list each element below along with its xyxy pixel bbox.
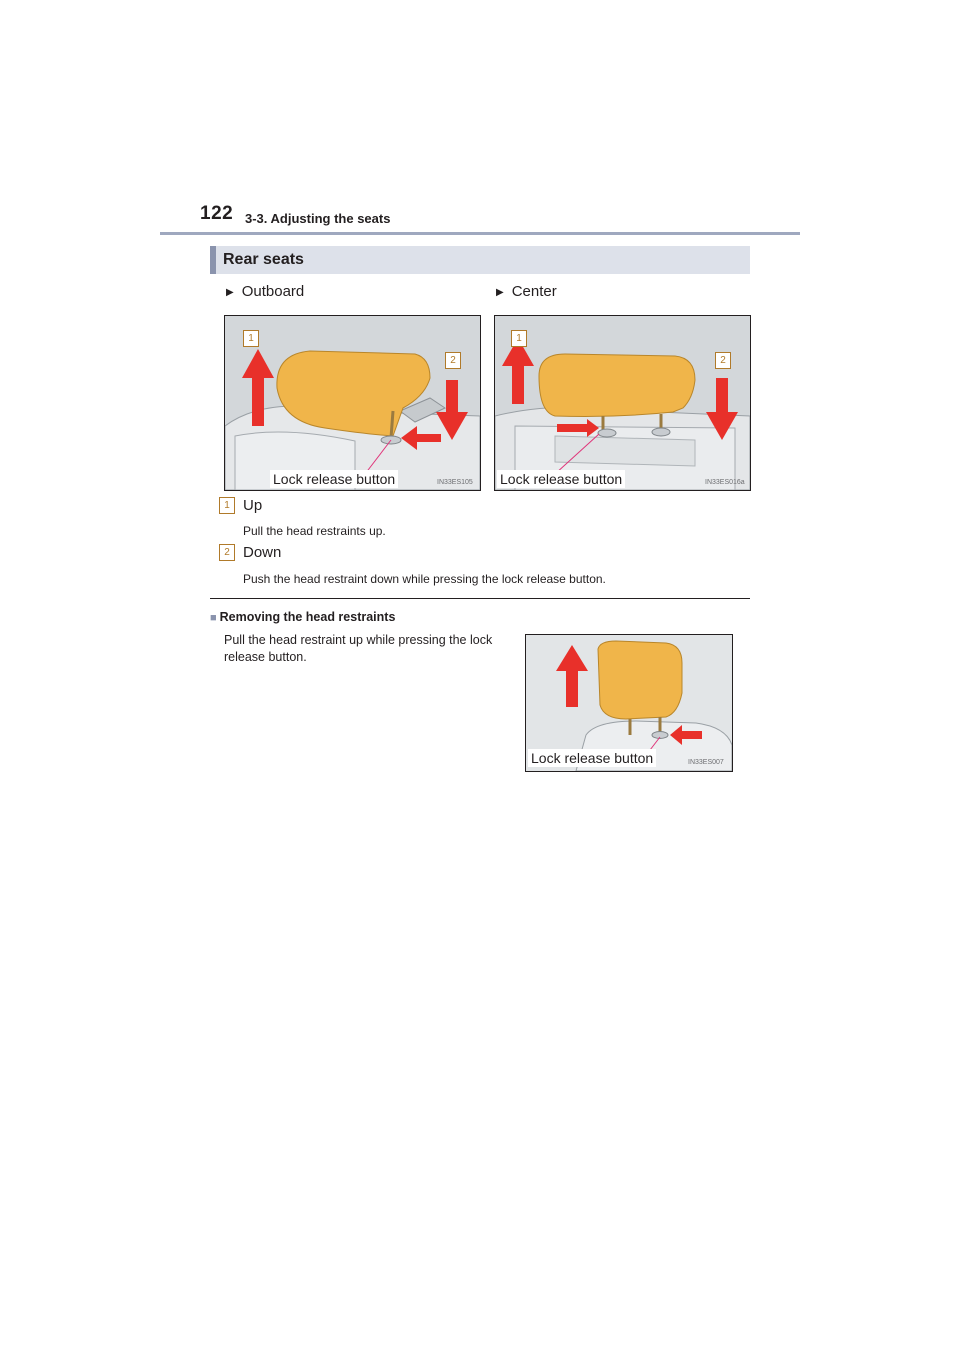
page-number: 122 <box>200 203 234 224</box>
figure-outboard <box>224 315 481 491</box>
step-down-title: Down <box>243 544 282 561</box>
section-divider <box>210 598 750 599</box>
step-up-title: Up <box>243 497 263 514</box>
figure-marker-1: 1 <box>243 330 259 347</box>
section-heading-bar <box>210 246 750 274</box>
triangle-bullet-icon: ▶ <box>496 287 504 298</box>
figure-code: IN33ES105 <box>437 479 473 486</box>
figure-removal <box>525 634 733 772</box>
lock-release-label: Lock release button <box>528 749 656 767</box>
removing-heading-text: Removing the head restraints <box>219 610 396 624</box>
lock-release-label: Lock release button <box>270 470 398 488</box>
chapter-title: 3-3. Adjusting the seats <box>245 211 391 226</box>
figure-center <box>494 315 751 491</box>
triangle-bullet-icon: ▶ <box>226 287 234 298</box>
section-accent <box>210 246 216 274</box>
header-rule <box>160 232 800 235</box>
step-up-text: Pull the head restraints up. <box>243 524 386 538</box>
step-number-box: 1 <box>219 497 235 514</box>
figure-marker-1: 1 <box>511 330 527 347</box>
figure-marker-2: 2 <box>715 352 731 369</box>
figure-code: IN33ES007 <box>688 759 724 766</box>
outboard-illustration <box>225 316 480 490</box>
square-bullet-icon: ■ <box>210 612 217 624</box>
variant-center <box>496 283 557 300</box>
section-title: Rear seats <box>223 251 304 268</box>
removing-text: Pull the head restraint up while pressing the lock release button. <box>224 633 493 664</box>
lock-release-label: Lock release button <box>497 470 625 488</box>
center-illustration <box>495 316 750 490</box>
variant-outboard <box>226 283 304 300</box>
variant-outboard-label: Outboard <box>241 283 305 300</box>
figure-marker-2: 2 <box>445 352 461 369</box>
step-down-text: Push the head restraint down while pressing the lock release button. <box>243 572 606 586</box>
figure-code: IN33ES016a <box>705 479 745 486</box>
removing-heading <box>210 610 395 624</box>
variant-center-label: Center <box>511 283 557 300</box>
step-number-box: 2 <box>219 544 235 561</box>
